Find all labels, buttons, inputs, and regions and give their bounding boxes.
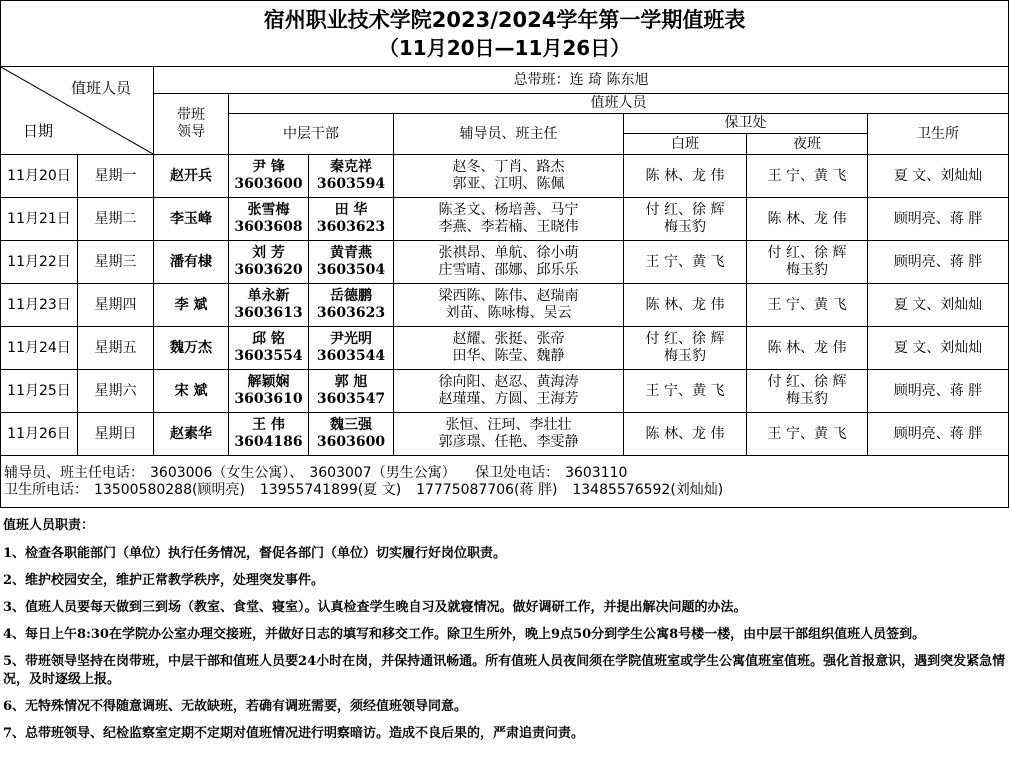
cadre2-cell: 郭 旭 3603547 xyxy=(309,370,394,413)
night-shift-cell: 王 宁、黄 飞 xyxy=(747,413,868,456)
table-row xyxy=(1,370,1009,413)
clinic-cell: 顾明亮、蒋 胖 xyxy=(868,198,1009,241)
clinic-cell: 顾明亮、蒋 胖 xyxy=(868,370,1009,413)
leader-cell: 李 斌 xyxy=(154,284,229,327)
night-shift-cell: 陈 林、龙 伟 xyxy=(747,327,868,370)
clinic-cell: 夏 文、刘灿灿 xyxy=(868,327,1009,370)
night-shift-cell: 付 红、徐 辉 梅玉豹 xyxy=(747,241,868,284)
weekday-cell: 星期三 xyxy=(78,241,154,284)
cadre2-cell: 秦克祥 3603594 xyxy=(309,155,394,198)
leader-cell: 魏万杰 xyxy=(154,327,229,370)
table-row xyxy=(1,284,1009,327)
clinic-contact-line: 卫生所电话： 13500580288(顾明亮) 13955741899(夏 文) 17775087706(蒋 胖) 13485576592(刘灿灿) xyxy=(4,481,724,498)
night-shift-cell: 王 宁、黄 飞 xyxy=(747,284,868,327)
table-row xyxy=(1,155,1009,198)
counselor-contact-line: 辅导员、班主任电话： 3603006（女生公寓）、 3603007（男生公寓） 保卫处电话： 3603110 xyxy=(4,464,628,481)
duty-item: 6、无特殊情况不得随意调班、无故缺班，若确有调班需要，须经值班领导同意。 xyxy=(3,699,468,714)
page-title: 宿州职业技术学院2023/2024学年第一学期值班表 xyxy=(263,7,746,32)
day-shift-cell: 陈 林、龙 伟 xyxy=(624,284,747,327)
title-cell xyxy=(1,1,1009,67)
counselor-cell: 赵耀、张挺、张帝 田华、陈莹、魏静 xyxy=(394,327,624,370)
night-shift-cell: 王 宁、黄 飞 xyxy=(747,155,868,198)
night-shift-cell: 付 红、徐 辉 梅玉豹 xyxy=(747,370,868,413)
weekday-cell: 星期二 xyxy=(78,198,154,241)
weekday-cell: 星期六 xyxy=(78,370,154,413)
duty-item: 3、值班人员要每天做到三到场（教室、食堂、寝室）。认真检查学生晚自习及就寝情况。做好调研工作，并提出解决问题的办法。 xyxy=(3,600,747,615)
duties-section xyxy=(3,517,1007,752)
page-subtitle: （11月20日—11月26日） xyxy=(378,35,631,60)
leader-cell: 赵素华 xyxy=(154,413,229,456)
leader-cell: 李玉峰 xyxy=(154,198,229,241)
day-shift-cell: 付 红、徐 辉 梅玉豹 xyxy=(624,198,747,241)
night-shift-header: 夜班 xyxy=(747,134,868,155)
leader-cell: 赵开兵 xyxy=(154,155,229,198)
weekday-cell: 星期四 xyxy=(78,284,154,327)
date-cell: 11月22日 xyxy=(1,241,78,284)
counselor-cell: 徐向阳、赵忍、黄海涛 赵瑾瑾、方圆、王海芳 xyxy=(394,370,624,413)
diag-header-staff: 值班人员 xyxy=(70,79,131,97)
overall-duty: 总带班：连 琦 陈东旭 xyxy=(154,67,1009,94)
security-header: 保卫处 xyxy=(624,114,868,134)
leader-cell: 潘有棣 xyxy=(154,241,229,284)
counselor-cell: 张恒、汪珂、李壮壮 郭彦璟、任艳、李雯静 xyxy=(394,413,624,456)
duty-item: 2、维护校园安全，维护正常教学秩序，处理突发事件。 xyxy=(3,573,325,588)
table-row xyxy=(1,198,1009,241)
day-shift-header: 白班 xyxy=(624,134,747,155)
cadre2-cell: 黄青燕 3603504 xyxy=(309,241,394,284)
weekday-cell: 星期五 xyxy=(78,327,154,370)
diag-header-date: 日期 xyxy=(23,122,54,140)
clinic-cell: 顾明亮、蒋 胖 xyxy=(868,241,1009,284)
duties-title: 值班人员职责： xyxy=(3,518,95,533)
duty-item: 4、每日上午8:30在学院办公室办理交接班，并做好日志的填写和移交工作。除卫生所外，晚上9点50分到学生公寓8号楼一楼，由中层干部组织值班人员签到。 xyxy=(3,627,926,642)
day-shift-cell: 陈 林、龙 伟 xyxy=(624,413,747,456)
clinic-header: 卫生所 xyxy=(868,114,1009,155)
table-row xyxy=(1,327,1009,370)
cadre2-cell: 岳德鹏 3603623 xyxy=(309,284,394,327)
duty-item: 1、检查各职能部门（单位）执行任务情况，督促各部门（单位）切实履行好岗位职责。 xyxy=(3,546,507,561)
date-cell: 11月23日 xyxy=(1,284,78,327)
duty-staff-header: 值班人员 xyxy=(229,94,1009,114)
diagonal-header xyxy=(1,67,154,155)
date-cell: 11月24日 xyxy=(1,327,78,370)
cadre2-cell: 田 华 3603623 xyxy=(309,198,394,241)
leader-header: 带班 领导 xyxy=(154,94,229,155)
duty-item: 5、带班领导坚持在岗带班，中层干部和值班人员要24小时在岗，并保持通讯畅通。所有值班人员夜间须在学院值班室或学生公寓值班室值班。强化首报意识，遇到突发紧急情况，及时逐级上报。 xyxy=(3,654,1006,687)
cadre1-cell: 王 伟 3604186 xyxy=(229,413,309,456)
cadre1-cell: 单永新 3603613 xyxy=(229,284,309,327)
clinic-cell: 夏 文、刘灿灿 xyxy=(868,284,1009,327)
table-row xyxy=(1,413,1009,456)
duty-item: 7、总带班领导、纪检监察室定期不定期对值班情况进行明察暗访。造成不良后果的，严肃追责问责。 xyxy=(3,726,585,741)
contact-info xyxy=(1,456,1009,508)
cadre1-cell: 刘 芳 3603620 xyxy=(229,241,309,284)
day-shift-cell: 王 宁、黄 飞 xyxy=(624,241,747,284)
counselor-cell: 梁西陈、陈伟、赵瑞南 刘苗、陈咏梅、吴云 xyxy=(394,284,624,327)
cadre1-cell: 张雪梅 3603608 xyxy=(229,198,309,241)
leader-cell: 宋 斌 xyxy=(154,370,229,413)
weekday-cell: 星期一 xyxy=(78,155,154,198)
clinic-cell: 顾明亮、蒋 胖 xyxy=(868,413,1009,456)
table-row xyxy=(1,241,1009,284)
date-cell: 11月26日 xyxy=(1,413,78,456)
date-cell: 11月20日 xyxy=(1,155,78,198)
cadre1-cell: 尹 锋 3603600 xyxy=(229,155,309,198)
cadre2-cell: 尹光明 3603544 xyxy=(309,327,394,370)
cadre2-cell: 魏三强 3603600 xyxy=(309,413,394,456)
clinic-cell: 夏 文、刘灿灿 xyxy=(868,155,1009,198)
counselor-cell: 赵冬、丁肖、路杰 郭亚、江明、陈佩 xyxy=(394,155,624,198)
weekday-cell: 星期日 xyxy=(78,413,154,456)
date-cell: 11月21日 xyxy=(1,198,78,241)
cadre1-cell: 解颖娴 3603610 xyxy=(229,370,309,413)
counselor-cell: 陈圣文、杨培善、马宁 李燕、李若楠、王晓伟 xyxy=(394,198,624,241)
middle-cadre-header: 中层干部 xyxy=(229,114,394,155)
night-shift-cell: 陈 林、龙 伟 xyxy=(747,198,868,241)
cadre1-cell: 邱 铭 3603554 xyxy=(229,327,309,370)
day-shift-cell: 陈 林、龙 伟 xyxy=(624,155,747,198)
date-cell: 11月25日 xyxy=(1,370,78,413)
counselor-cell: 张祺昂、单航、徐小萌 庄雪晴、邵娜、邱乐乐 xyxy=(394,241,624,284)
day-shift-cell: 付 红、徐 辉 梅玉豹 xyxy=(624,327,747,370)
counselor-header: 辅导员、班主任 xyxy=(394,114,624,155)
day-shift-cell: 王 宁、黄 飞 xyxy=(624,370,747,413)
